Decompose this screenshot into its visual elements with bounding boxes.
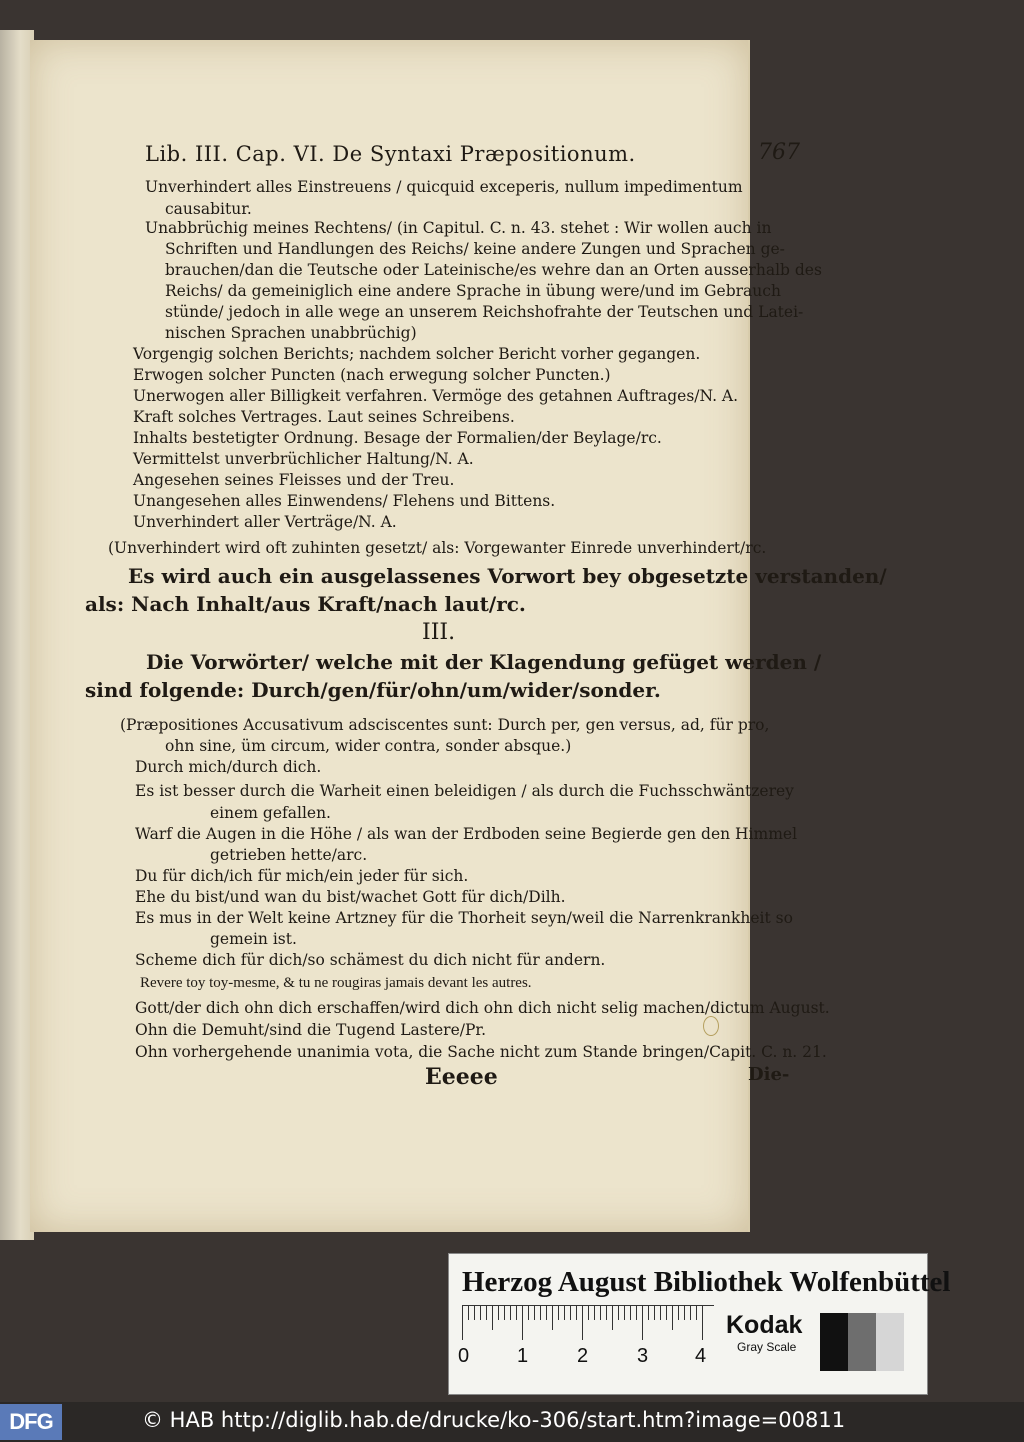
ruler-tick [618,1306,619,1320]
body-line: nischen Sprachen unabbrüchig) [165,324,417,342]
section-heading-line: Die Vorwörter/ welche mit der Klagendung gefüget werden / [146,650,822,674]
ruler-tick [462,1306,463,1340]
library-stamp-mark [703,1016,719,1036]
ruler-number: 1 [517,1345,529,1367]
ruler-tick [606,1306,607,1320]
ruler-tick [510,1306,511,1320]
gray-swatch-light [876,1313,904,1371]
ruler-tick [672,1306,673,1330]
ruler-tick [696,1306,697,1320]
body-line: Reichs/ da gemeiniglich eine andere Sprache in übung were/und im Gebrauch [165,282,781,300]
body-line: Ohn vorhergehende unanimia vota, die Sache nicht zum Stande bringen/Capit. C. n. 21. [135,1043,827,1061]
ruler-tick [690,1306,691,1320]
ruler-tick [468,1306,469,1320]
body-line: (Præpositiones Accusativum adsciscentes sunt: Durch per, gen versus, ad, für pro, [120,716,770,734]
body-line: getrieben hette/arc. [210,846,368,864]
ruler-tick [678,1306,679,1320]
ruler-tick [624,1306,625,1320]
body-line: Du für dich/ich für mich/ein jeder für sich. [135,867,469,885]
ruler-tick [600,1306,601,1320]
body-line: Inhalts bestetigter Ordnung. Besage der Formalien/der Beylage/rc. [133,429,662,447]
body-line: stünde/ jedoch in alle wege an unserem Reichshofrahte der Teutschen und Latei- [165,303,804,321]
ruler-tick [612,1306,613,1330]
ruler-tick [516,1306,517,1320]
body-line: Unerwogen aller Billigkeit verfahren. Vermöge des getahnen Auftrages/N. A. [133,387,739,405]
ruler-tick [534,1306,535,1320]
ruler-tick [480,1306,481,1320]
body-line: Ehe du bist/und wan du bist/wachet Gott für dich/Dilh. [135,888,566,906]
ruler-number: 4 [695,1345,707,1367]
body-line: Unangesehen alles Einwendens/ Flehens und Bittens. [133,492,556,510]
running-head: Lib. III. Cap. VI. De Syntaxi Præpositionum. [145,142,636,166]
body-line: gemein ist. [210,930,297,948]
ruler-tick [630,1306,631,1320]
ruler-tick [642,1306,643,1340]
ruler-tick [636,1306,637,1320]
signature-mark: Eeeee [425,1064,498,1090]
ruler-tick [474,1306,475,1320]
copyright-url[interactable]: © HAB http://diglib.hab.de/drucke/ko-306/start.htm?image=00811 [142,1408,846,1432]
dfg-logo: DFG [0,1404,62,1440]
body-line: Unabbrüchig meines Rechtens/ (in Capitul. C. n. 43. stehet : Wir wollen auch in [145,219,772,237]
ruler-number: 2 [577,1345,589,1367]
ruler-tick [486,1306,487,1320]
paragraph-line: als: Nach Inhalt/aus Kraft/nach laut/rc. [85,592,526,616]
ruler-tick [570,1306,571,1320]
ruler-tick [528,1306,529,1320]
body-line: Unverhindert aller Verträge/N. A. [133,513,397,531]
ruler-tick [552,1306,553,1330]
ruler-tick [492,1306,493,1330]
body-line: Kraft solches Vertrages. Laut seines Schreibens. [133,408,515,426]
ruler-tick [594,1306,595,1320]
preceding-page-edge [0,30,34,1240]
body-line: Scheme dich für dich/so schämest du dich nicht für andern. [135,951,606,969]
body-line: causabitur. [165,200,252,218]
gray-scale-caption: Gray Scale [737,1340,797,1354]
body-line: Warf die Augen in die Höhe / als wan der Erdboden seine Begierde gen den Himmel [135,825,798,843]
ruler-number: 0 [458,1345,470,1367]
body-line: Gott/der dich ohn dich erschaffen/wird dich ohn dich nicht selig machen/dictum August. [135,999,830,1017]
measuring-ruler [462,1305,714,1342]
gray-swatch-mid [848,1313,876,1371]
ruler-tick [648,1306,649,1320]
body-line: Ohn die Demuht/sind die Tugend Lastere/Pr. [135,1021,487,1039]
ruler-tick [588,1306,589,1320]
ruler-tick [582,1306,583,1340]
body-line: brauchen/dan die Teutsche oder Lateinische/es wehre dan an Orten ausserhalb des [165,261,822,279]
ruler-tick [498,1306,499,1320]
ruler-tick [546,1306,547,1320]
body-line: ohn sine, üm circum, wider contra, sonder absque.) [165,737,572,755]
ruler-number: 3 [637,1345,649,1367]
ruler-tick [654,1306,655,1320]
body-line: Es mus in der Welt keine Artzney für die Thorheit seyn/weil die Narrenkrankheit so [135,909,793,927]
ruler-tick [558,1306,559,1320]
ruler-tick [666,1306,667,1320]
body-line: Durch mich/durch dich. [135,758,322,776]
body-line-french: Revere toy toy-mesme, & tu ne rougiras jamais devant les autres. [140,975,532,991]
body-line: Es ist besser durch die Warheit einen beleidigen / als durch die Fuchsschwäntzerey [135,782,794,800]
ruler-tick [504,1306,505,1320]
paragraph-line: Es wird auch ein ausgelassenes Vorwort bey obgesetzte verstanden/ [128,564,887,588]
body-line: Erwogen solcher Puncten (nach erwegung solcher Puncten.) [133,366,611,384]
section-number: III. [422,620,456,645]
catchword: Die- [748,1064,790,1085]
ruler-tick [702,1306,703,1340]
body-line: Unverhindert alles Einstreuens / quicquid exceperis, nullum impedimentum [145,178,743,196]
ruler-tick [660,1306,661,1320]
ruler-tick [684,1306,685,1320]
kodak-brand: Kodak [726,1311,803,1339]
section-heading-line: sind folgende: Durch/gen/für/ohn/um/wider/sonder. [85,678,661,702]
body-line: Vorgengig solchen Berichts; nachdem solcher Bericht vorher gegangen. [133,345,701,363]
gray-swatch-black [820,1313,848,1371]
library-label-title: Herzog August Bibliothek Wolfenbüttel [462,1266,951,1298]
body-line: Angesehen seines Fleisses und der Treu. [133,471,455,489]
ruler-tick [522,1306,523,1340]
body-line: Schriften und Handlungen des Reichs/ keine andere Zungen und Sprachen ge- [165,240,785,258]
body-line: (Unverhindert wird oft zuhinten gesetzt/ als: Vorgewanter Einrede unverhindert/rc. [108,539,767,557]
ruler-tick [564,1306,565,1320]
page-number: 767 [758,140,800,165]
body-line: Vermittelst unverbrüchlicher Haltung/N. A. [133,450,474,468]
body-line: einem gefallen. [210,804,331,822]
ruler-tick [576,1306,577,1320]
ruler-tick [540,1306,541,1320]
